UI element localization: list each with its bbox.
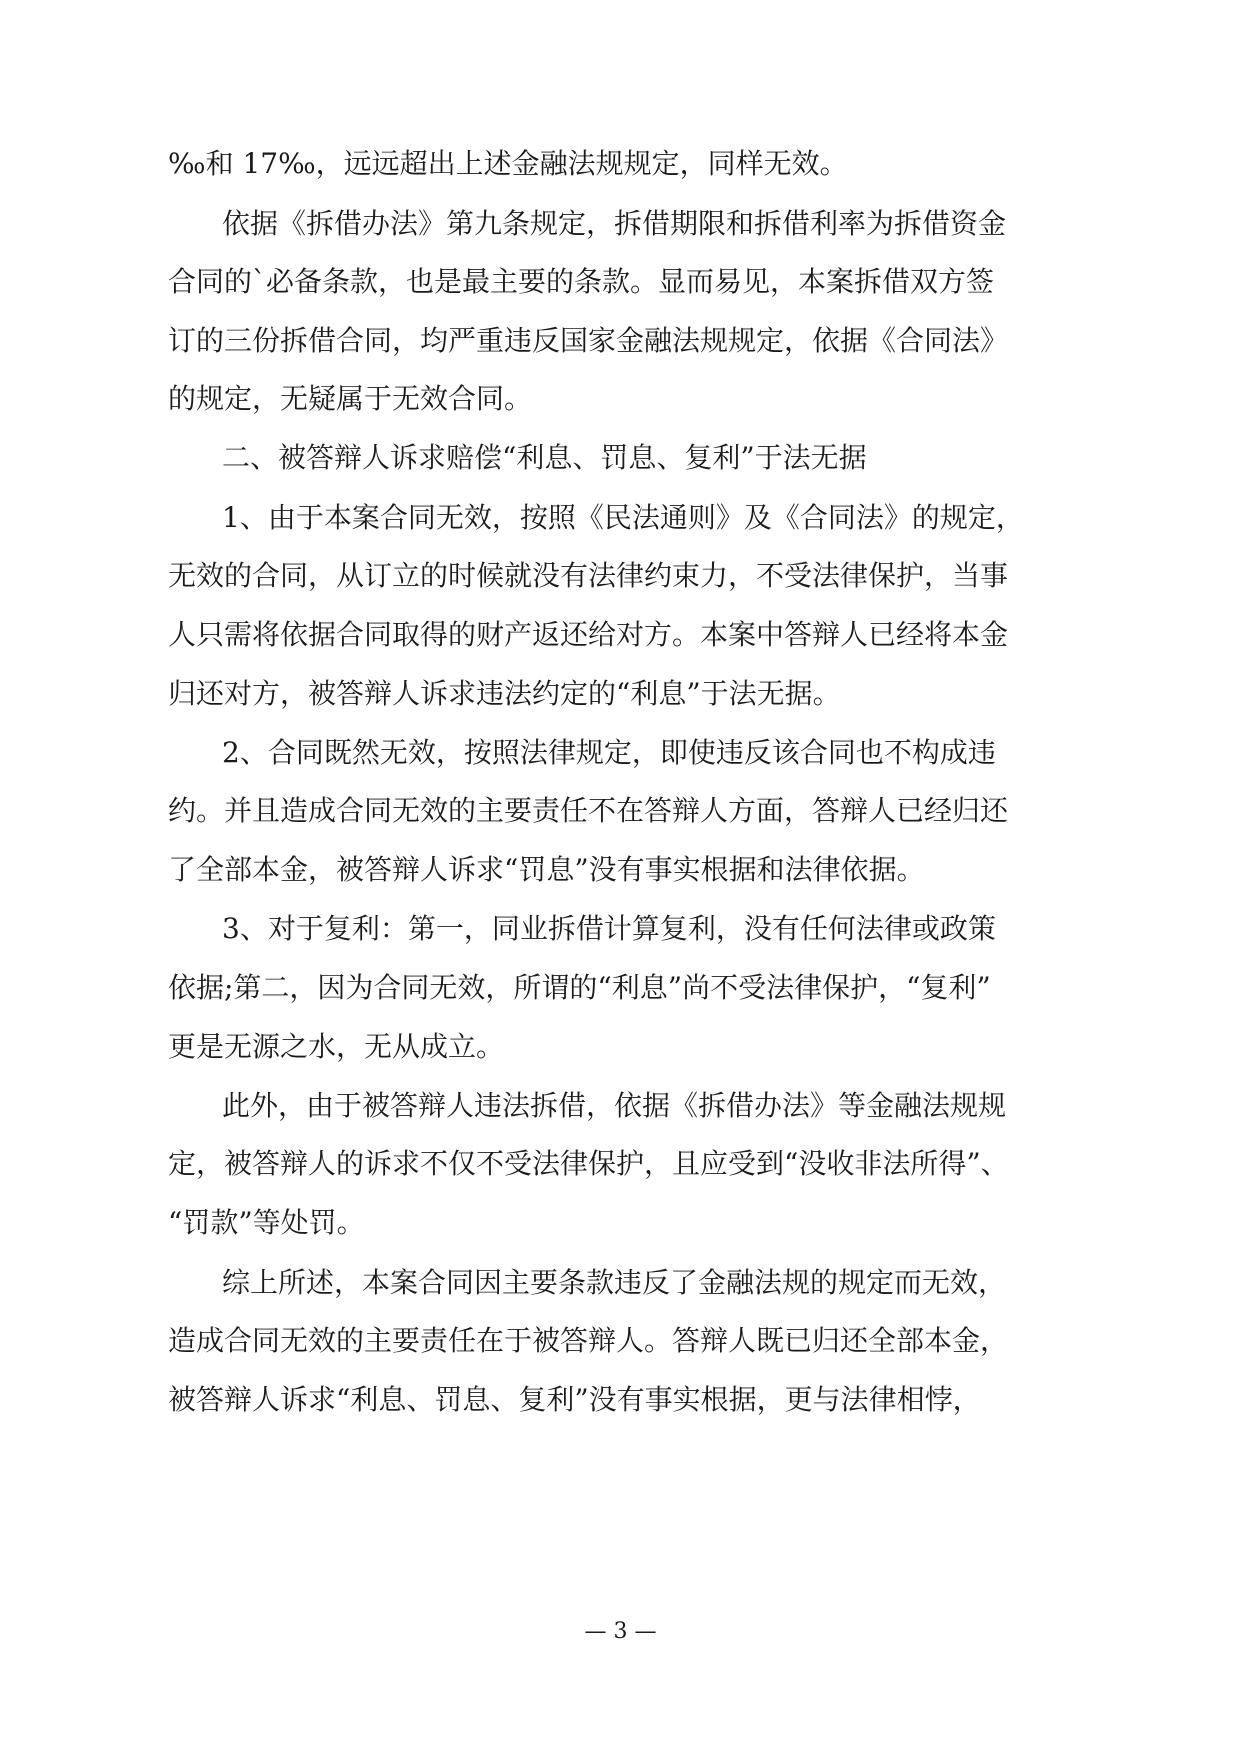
- section-heading-text: 二、被答辩人诉求赔偿“利息、罚息、复利”于法无据: [222, 441, 867, 474]
- text-line-content: 2、合同既然无效，按照法律规定，即使违反该合同也不构成违: [222, 736, 996, 769]
- text-line-content: 造成合同无效的主要责任在于被答辩人。答辩人既已归还全部本金，: [168, 1324, 1009, 1357]
- text-line-content: 综上所述，本案合同因主要条款违反了金融法规的规定而无效，: [222, 1266, 1007, 1299]
- text-line-content: 订的三份拆借合同，均严重违反国家金融法规规定，依据《合同法》: [168, 324, 1009, 357]
- text-line-content: 3、对于复利：第一，同业拆借计算复利，没有任何法律或政策: [222, 912, 996, 945]
- text-line-content: 1、由于本案合同无效，按照《民法通则》及《合同法》的规定，: [222, 501, 1024, 534]
- text-line-content: 归还对方，被答辩人诉求违法约定的“利息”于法无据。: [168, 677, 841, 710]
- text-line-content: ‰和 17‰，远远超出上述金融法规规定，同样无效。: [168, 147, 848, 180]
- text-line-content: 定，被答辩人的诉求不仅不受法律保护，且应受到“没收非法所得”、: [168, 1147, 1009, 1180]
- page-number: — 3 —: [584, 1619, 657, 1644]
- text-line-content: 依据《拆借办法》第九条规定，拆借期限和拆借利率为拆借资金: [222, 207, 1007, 240]
- text-line-content: 依据;第二，因为合同无效，所谓的“利息”尚不受法律保护，“复利”: [168, 971, 991, 1004]
- text-line-content: 被答辩人诉求“利息、罚息、复利”没有事实根据，更与法律相悖，: [168, 1383, 981, 1416]
- text-line-content: 约。并且造成合同无效的主要责任不在答辩人方面，答辩人已经归还: [168, 794, 1009, 827]
- text-line-content: 更是无源之水，无从成立。: [168, 1030, 505, 1063]
- text-line-content: “罚款”等处罚。: [168, 1206, 365, 1239]
- text-line-content: 的规定，无疑属于无效合同。: [168, 382, 533, 415]
- text-line-content: 人只需将依据合同取得的财产返还给对方。本案中答辩人已经将本金: [168, 618, 1009, 651]
- text-line-content: 此外，由于被答辩人违法拆借，依据《拆借办法》等金融法规规: [222, 1089, 1007, 1122]
- text-line-content: 合同的`必备条款，也是最主要的条款。显而易见，本案拆借双方签: [168, 265, 995, 298]
- text-line-content: 无效的合同，从订立的时候就没有法律约束力，不受法律保护，当事: [168, 559, 1009, 592]
- text-line-content: 了全部本金，被答辩人诉求“罚息”没有事实根据和法律依据。: [168, 853, 925, 886]
